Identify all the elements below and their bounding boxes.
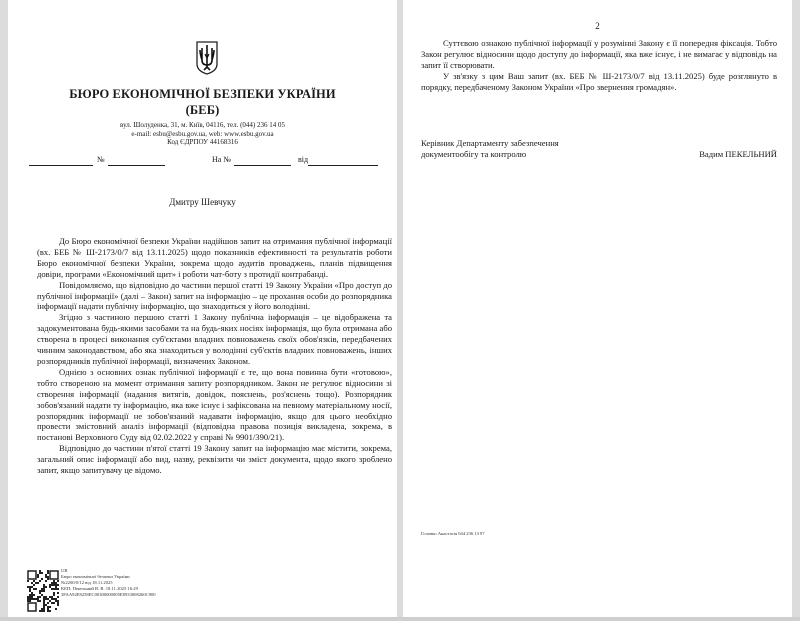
stamp-line: UB [61, 568, 68, 573]
signer-name: Вадим ПЕКЕЛЬНИЙ [699, 149, 777, 159]
paragraph: Відповідно до частини п'ятої статті 19 Закону запит на інформацію має містити, зокрема, загальний опис інформації або вид, назву, реквізити чи зміст документа, щодо якого зроблено запит, якщо запитувачу це відомо. [37, 443, 392, 476]
electronic-signature-stamp [61, 568, 156, 598]
reply-to-blank [234, 165, 291, 166]
organization-contacts [8, 121, 397, 147]
letter-body [37, 236, 392, 476]
paragraph: До Бюро економічної безпеки України надійшов запит на отримання публічної інформації (вх. БЕБ № Ш-2173/0/7 від 13.11.2025) щодо показників ефективності та результатів роботи Бюро економічної безпеки України, зокрема щодо аудитів проваджень, планів підвищення довіри, програми «Економічний щит» і роботи чат-боту з протидії контрабанді. [37, 236, 392, 279]
page-number: 2 [595, 21, 600, 31]
paragraph: Однією з основних ознак публічної інформації є те, що вона повинна бути «готовою», тобто створеною на момент отримання запиту розпорядником. Закон не регулює відносини зі створення інформації (надання витягів, довідок, пояснень, роз'яснень тощо). Розпорядник зобов'язаний надати ту інформацію, яка вже існує і зафіксована на певному матеріальному носії, розпорядник інформації не зобов'язаний надавати інформацію, якщо для цього необхідно провести змістовний аналіз інформації (відповідна правова позиція викладена, зокрема, в постанові Верховного Суду від 02.02.2022 у справі № 9901/390/21). [37, 366, 392, 443]
organization-abbreviation: (БЕБ) [185, 103, 220, 117]
signer-position: документообігу та контролю [421, 149, 527, 159]
viewer-bottom-edge [0, 617, 800, 621]
stamp-line: 3FAA92E8258EC00300000005E8933008260C900 [61, 592, 156, 597]
signer-position: Керівник Департаменту забезпечення [421, 138, 559, 148]
stamp-line: Бюро економічної безпеки України [61, 574, 130, 579]
organization-name: БЮРО ЕКОНОМІЧНОЇ БЕЗПЕКИ УКРАЇНИ [69, 87, 336, 101]
stamp-line: КЕП: Пекельний В. В. 18.11.2025 16:29 [61, 586, 138, 591]
letter-page-1 [8, 0, 397, 617]
paragraph: Суттєвою ознакою публічної інформації у розумінні Закону є її попередня фіксація. Тобто Закон регулює відносини щодо доступу до інформації, яка вже існує, і не вимагає у відповідь на запит її створювати. [421, 38, 777, 70]
trident-emblem-icon [195, 40, 219, 76]
qr-code-icon [27, 570, 59, 612]
reg-number-blank [108, 165, 165, 166]
paragraph: У зв'язку з цим Ваш запит (вх. БЕБ № Ш-2173/0/7 від 13.11.2025) буде розглянуто в порядку, передбаченому Законом України «Про звернення громадян». [421, 70, 777, 92]
paragraph: Згідно з частиною першою статті 1 Закону публічна інформація – це відображена та задокументована будь-якими засобами та на будь-яких носіях інформація, що була отримана або створена в процесі виконання суб'єктами владних повноважень своїх обов'язків, передбачених чинним законодавством, або яка знаходиться у володінні суб'єктів владних повноважень, інших розпорядників публічної інформації, визначених Законом. [37, 312, 392, 366]
executor-contact: Головко Анастасія 044 236 13 97 [421, 531, 485, 536]
reply-to-label: На № [212, 155, 231, 164]
date-label: від [298, 155, 309, 164]
contacts-email-web: e-mail: esbu@esbu.gov.ua, web: www.esbu.gov.ua [131, 129, 274, 138]
organization-title [8, 86, 397, 118]
reg-number-label: № [97, 155, 105, 164]
date-blank [308, 165, 378, 166]
contacts-address: вул. Шолуденка, 31, м. Київ, 04116, тел. (044) 236 14 05 [120, 121, 285, 129]
signature-block [421, 138, 777, 160]
letter-page-2 [403, 0, 792, 617]
stamp-line: №2200/0/12 від 18.11.2025 [61, 580, 113, 585]
letter-body [421, 38, 777, 93]
contacts-code: Код ЄДРПОУ 44168316 [167, 138, 238, 146]
paragraph: Повідомляємо, що відповідно до частини першої статті 19 Закону України «Про доступ до публічної інформації» (далі – Закон) запит на інформацію – це прохання особи до розпорядника інформації надати публічну інформацію, що знаходиться у його володінні. [37, 279, 392, 312]
outgoing-date-blank [29, 165, 93, 166]
recipient-name: Дмитру Шевчуку [169, 197, 236, 207]
